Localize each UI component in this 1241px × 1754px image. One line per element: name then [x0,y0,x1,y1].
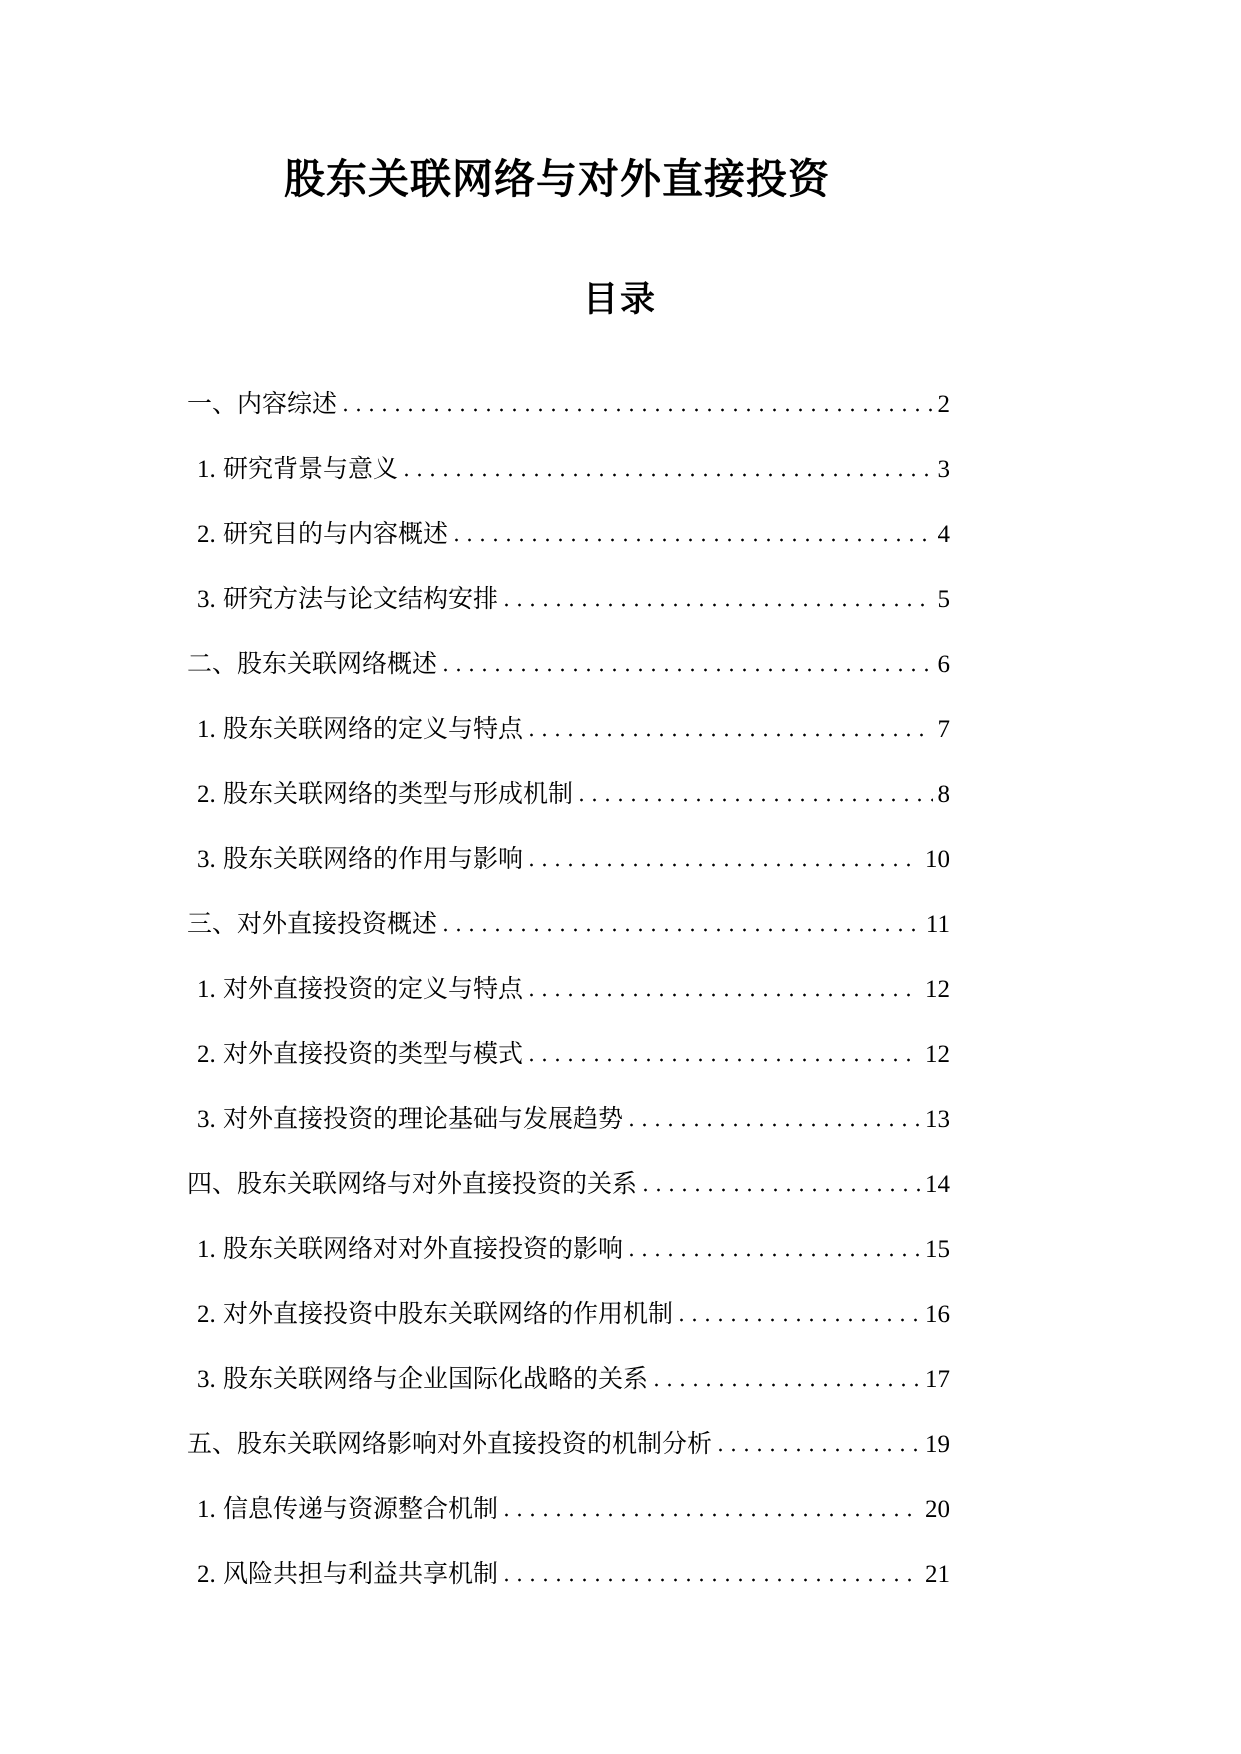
dot-leader [525,1022,920,1087]
toc-entry-number: 1. [197,976,216,1003]
toc-entry[interactable] [187,1152,950,1217]
toc-entry-label: 信息传递与资源整合机制 [223,1496,499,1523]
toc-entry-label: 对外直接投资中股东关联网络的作用机制 [223,1301,674,1328]
toc-entry[interactable] [187,892,950,957]
toc-entry-label: 研究目的与内容概述 [223,521,449,548]
toc-entry-number: 1. [197,1496,216,1523]
toc-entry-page: 5 [937,586,950,613]
toc-entry[interactable] [187,697,950,762]
toc-entry-page: 6 [937,651,950,678]
toc-entry-page: 11 [925,911,950,938]
toc-entry-label: 股东关联网络的定义与特点 [223,716,524,743]
toc-entry-number: 1. [197,456,216,483]
toc-list [187,372,950,1607]
toc-entry[interactable] [187,437,950,502]
toc-entry-label: 研究背景与意义 [223,456,399,483]
toc-heading: 目录 [582,280,657,319]
toc-entry-number: 3. [197,1106,216,1133]
toc-entry-number: 3. [197,1366,216,1393]
toc-entry-page: 21 [925,1561,950,1588]
dot-leader [439,632,932,697]
toc-entry-page: 17 [925,1366,950,1393]
toc-entry-label: 对外直接投资的类型与模式 [223,1041,524,1068]
toc-entry[interactable] [187,1217,950,1282]
toc-entry-page: 19 [925,1431,950,1458]
dot-leader [339,372,932,437]
document-title: 股东关联网络与对外直接投资 [284,156,830,202]
toc-entry[interactable] [187,632,950,697]
toc-entry[interactable] [187,502,950,567]
toc-entry-number: 3. [197,586,216,613]
dot-leader [675,1282,920,1347]
dot-leader [714,1412,920,1477]
toc-entry-page: 3 [937,456,950,483]
toc-entry-number: 1. [197,716,216,743]
toc-entry[interactable] [187,1282,950,1347]
toc-entry-page: 15 [925,1236,950,1263]
toc-entry-label: 股东关联网络的类型与形成机制 [223,781,574,808]
toc-entry-label: 股东关联网络对对外直接投资的影响 [223,1236,624,1263]
toc-entry-page: 13 [925,1106,950,1133]
toc-entry-number: 2. [197,1041,216,1068]
toc-entry-page: 20 [925,1496,950,1523]
dot-leader [439,892,921,957]
toc-entry[interactable] [187,372,950,437]
toc-entry[interactable] [187,957,950,1022]
dot-leader [525,697,932,762]
toc-entry-page: 10 [925,846,950,873]
toc-entry-page: 12 [925,976,950,1003]
dot-leader [400,437,932,502]
toc-entry-page: 16 [925,1301,950,1328]
dot-leader [650,1347,920,1412]
toc-entry-page: 2 [937,391,950,418]
toc-entry-page: 4 [937,521,950,548]
dot-leader [639,1152,920,1217]
toc-entry-label: 三、对外直接投资概述 [187,911,438,938]
toc-entry[interactable] [187,1087,950,1152]
toc-entry-label: 一、内容综述 [187,391,338,418]
toc-entry-number: 2. [197,521,216,548]
dot-leader [450,502,932,567]
toc-entry[interactable] [187,827,950,892]
toc-entry-number: 2. [197,781,216,808]
toc-entry-label: 四、股东关联网络与对外直接投资的关系 [187,1171,638,1198]
dot-leader [525,957,920,1022]
toc-entry[interactable] [187,1477,950,1542]
toc-entry-page: 12 [925,1041,950,1068]
toc-entry-label: 二、股东关联网络概述 [187,651,438,678]
dot-leader [575,762,932,827]
dot-leader [625,1087,920,1152]
dot-leader [625,1217,920,1282]
toc-entry-number: 2. [197,1561,216,1588]
dot-leader [525,827,920,892]
toc-entry-page: 7 [937,716,950,743]
toc-entry[interactable] [187,567,950,632]
toc-entry-number: 1. [197,1236,216,1263]
toc-entry-label: 对外直接投资的定义与特点 [223,976,524,1003]
toc-entry[interactable] [187,1022,950,1087]
toc-entry-label: 研究方法与论文结构安排 [223,586,499,613]
dot-leader [500,1477,920,1542]
toc-entry-number: 3. [197,846,216,873]
toc-entry[interactable] [187,1347,950,1412]
toc-entry-number: 2. [197,1301,216,1328]
toc-entry[interactable] [187,1412,950,1477]
toc-entry-label: 股东关联网络的作用与影响 [223,846,524,873]
toc-entry-page: 14 [925,1171,950,1198]
dot-leader [500,1542,920,1607]
toc-entry-label: 五、股东关联网络影响对外直接投资的机制分析 [187,1431,713,1458]
toc-entry-page: 8 [937,781,950,808]
toc-entry[interactable] [187,762,950,827]
toc-entry[interactable] [187,1542,950,1607]
toc-entry-label: 股东关联网络与企业国际化战略的关系 [223,1366,649,1393]
toc-entry-label: 风险共担与利益共享机制 [223,1561,499,1588]
dot-leader [500,567,932,632]
toc-entry-label: 对外直接投资的理论基础与发展趋势 [223,1106,624,1133]
